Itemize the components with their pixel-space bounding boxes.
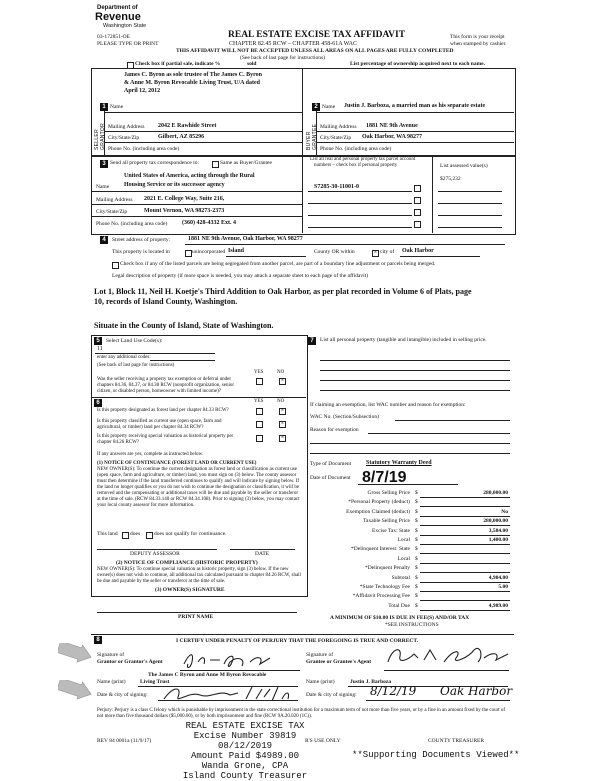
current-use-question: Is this property classified as current use (open space, farm and agricultural, or timber) land per chapter 84.34 RCW? <box>97 419 222 430</box>
calc-row-label: *Delinquent Penalty <box>364 565 410 572</box>
revenue-logo-text: Revenue <box>95 11 141 23</box>
does-not-label: does not qualify for continuance. <box>154 531 227 537</box>
does-label: does <box>130 531 141 537</box>
treasurer-stamp <box>170 721 320 781</box>
legal-description-1: Lot 1, Block 11, Neil H. Koetje's Third Addition to Oak Harbor, as per plat recorded in Volume 6 of Plats, page <box>94 287 472 296</box>
buyer-phone-label: Phone No. (including area code) <box>320 146 392 152</box>
tax-name-line2: Housing Service or its successor agency <box>124 182 225 188</box>
buyer-city-label: City/State/Zip <box>320 135 352 141</box>
city-of-label: city of <box>380 249 395 255</box>
land-use-code[interactable]: 11 <box>97 346 103 352</box>
seller-mailing-label: Mailing Address <box>108 124 145 130</box>
sign-here-arrow-icon <box>58 643 94 665</box>
stamp-line: Wanda Grone, CPA <box>201 761 289 771</box>
section-7-badge: 7 <box>308 337 316 345</box>
supporting-docs-note: **Supporting Documents Viewed** <box>352 750 520 760</box>
grantor-sig-label-1: Signature of <box>97 652 125 658</box>
forest-no-checkbox[interactable]: × <box>280 408 285 414</box>
tax-phone[interactable]: (360) 428-4332 Ext. 4 <box>182 220 236 226</box>
calc-row-label: Local <box>397 555 410 562</box>
calc-row-dollar: $ <box>415 508 418 515</box>
seller-city-label: City/State/Zip <box>108 135 140 141</box>
assessed-header: List assessed value(s) <box>440 163 488 169</box>
tax-name-line1: United States of America, acting through the Rural <box>124 173 255 179</box>
calc-row-label: *Affidavit Processing Fee <box>352 593 410 600</box>
treasurer-use-label: R'S USE ONLY <box>305 738 341 744</box>
current-use-yes-checkbox[interactable] <box>256 421 263 428</box>
legal-description-3: Situate in the County of Island, State of Washington. <box>94 321 274 330</box>
grantee-sign-date[interactable]: 8/12/19 <box>370 684 417 698</box>
located-in-label: This property is located in <box>112 249 170 255</box>
tax-name-label: Name <box>96 184 110 190</box>
personal-property-label: List all personal property (tangible and intangible) included in selling price. <box>320 337 487 343</box>
exemption-yes-checkbox[interactable] <box>256 378 263 385</box>
buyer-mailing-label: Mailing Address <box>320 124 357 130</box>
calc-row-label: Excise Tax: State <box>371 527 410 534</box>
additional-codes-label: enter any additional codes: <box>97 355 151 360</box>
seller-name-line2: & Anne M. Byron Revocable Living Trust, U/A dated <box>124 80 261 86</box>
notice1-body: NEW OWNER(S): To continue the current designation as forest land or classification as current use (open space, farm and agriculture, or timber) land, you must sign on (3) below. The county assessor must then determine if the land transferred continues to qualify and will indicate by signing below. If the land no longer qualifies or you do not wish to continue the designation or classification, it will be removed and the compensating or additional taxes will be due and payable by the seller or transferor at the time of sale. (RCW 84.33.140 or RCW 84.34.108). Prior to signing (3) below, you may contact your local county assessor for more information. <box>97 467 300 508</box>
stamp-line: Island County Treasurer <box>182 771 308 781</box>
buyer-mailing[interactable]: 1881 NE 9th Avenue <box>366 123 418 129</box>
calc-row-value[interactable]: 280,000.00 <box>483 518 508 525</box>
grantee-name-print-label: Name (print) <box>306 679 335 685</box>
section-8-badge: 8 <box>94 636 102 644</box>
parcel-personal-checkbox-1[interactable] <box>414 185 421 192</box>
legal-description-label: Legal description of property (if more space is needed, you may attach a separate sheet to each page of the affidavit) <box>112 273 368 279</box>
type-or-print-note: PLEASE TYPE OR PRINT <box>97 41 159 47</box>
buyer-side-label: BUYER GRANTEE <box>306 123 318 150</box>
calc-row-label: *Personal Property (deduct) <box>348 499 410 506</box>
calc-row-dollar: $ <box>415 527 418 534</box>
land-use-yes-header: YES <box>254 370 264 375</box>
calc-row-dollar: $ <box>415 490 418 496</box>
historic-yes-checkbox[interactable] <box>256 435 263 442</box>
land-use-no-header: NO <box>277 370 285 375</box>
calc-row-dollar: $ <box>415 574 418 581</box>
ownership-note: List percentage of ownership acquired next to each name. <box>350 61 485 67</box>
tax-mailing-label: Mailing Address <box>96 197 133 203</box>
calc-row-dollar: $ <box>415 584 418 590</box>
buyer-name[interactable]: Justin J. Barboza, a married man as his separate estate <box>344 103 486 109</box>
assessor-date-label: DATE <box>255 551 270 557</box>
calc-row-dollar: $ <box>415 499 418 506</box>
calc-row-label: Subtotal <box>391 574 410 581</box>
parcel-number[interactable]: S7285-30-11001-0 <box>314 184 359 190</box>
wac-number-label: WAC No. (Section/Subsection) <box>310 414 379 420</box>
calc-row-value[interactable]: 4,989.00 <box>488 602 508 609</box>
sold-label: sold <box>247 61 257 67</box>
tax-city[interactable]: Mount Vernon, WA 98273-2373 <box>144 208 225 214</box>
any-yes-note: If any answers are yes, complete as instructed below. <box>97 452 204 457</box>
county-name[interactable]: Island <box>228 248 245 254</box>
grantor-printed-name: The James C Byron and Anne M Byron Revocable <box>148 672 267 678</box>
calc-row-value[interactable]: No <box>501 508 508 515</box>
notice1-title: (1) NOTICE OF CONTINUANCE (FOREST LAND OR CURRENT USE) <box>97 461 257 466</box>
section-2-badge: 2 <box>312 103 320 111</box>
grantee-signature-icon[interactable] <box>384 644 514 670</box>
forest-yes-checkbox[interactable] <box>256 408 263 415</box>
print-name-label: PRINT NAME <box>178 614 214 620</box>
receipt-note-2: when stamped by cashier. <box>450 41 507 47</box>
grantor-name-print[interactable]: Living Trust <box>140 679 170 685</box>
grantor-name-print-label: Name (print) <box>97 679 126 685</box>
land-does-not-checkbox[interactable] <box>146 532 153 539</box>
stamp-line: Amount Paid $4989.00 <box>190 751 300 761</box>
form-title: REAL ESTATE EXCISE TAX AFFIDAVIT <box>228 30 406 40</box>
calc-row-dollar: $ <box>415 546 418 553</box>
grantee-sig-label-1: Signature of <box>306 652 334 658</box>
grantee-date-label: Date & city of signing: <box>306 692 357 698</box>
section-5-badge: 5 <box>94 337 102 345</box>
street-address[interactable]: 1881 NE 9th Avenue, Oak Harbor, WA 98277 <box>188 236 303 242</box>
sec6-yes-header: YES <box>254 399 264 404</box>
land-does-label: This land <box>97 531 118 537</box>
calc-row-dollar: $ <box>415 593 418 600</box>
current-use-no-checkbox[interactable]: × <box>280 421 285 427</box>
claim-exemption-label: If claiming an exemption, list WAC number and reason for exemption: <box>310 402 466 408</box>
land-does-checkbox[interactable] <box>122 532 129 539</box>
certify-statement: I CERTIFY UNDER PENALTY OF PERJURY THAT THE FOREGOING IS TRUE AND CORRECT. <box>176 638 419 644</box>
section-3-badge: 3 <box>100 160 108 168</box>
grantor-date-signature-icon[interactable] <box>160 683 300 707</box>
grantor-signature-icon[interactable] <box>180 650 290 672</box>
buyer-city[interactable]: Oak Harbor, WA 98277 <box>362 134 423 140</box>
calc-row-label: Total Due <box>388 602 410 609</box>
grantor-sig-label-2: Grantor or Grantor's Agent <box>97 659 163 665</box>
receipt-note-1: This form is your receipt <box>450 34 505 40</box>
parcel-header-2: numbers – check box if personal property <box>314 163 398 168</box>
exemption-question: Was the seller receiving a property tax exemption or deferral under chapters 84.36, 84.37, or 84.38 RCW (nonprofit organization, senior citizen, or disabled person, homeowner with limited income)? <box>97 377 235 394</box>
stamp-line: Excise Number 39819 <box>193 731 297 741</box>
property-city[interactable]: Oak Harbor <box>402 248 434 254</box>
forest-land-question: Is this property designated as forest land per chapter 84.33 RCW? <box>97 408 229 413</box>
calc-row-dollar: $ <box>415 565 418 572</box>
tax-mailing[interactable]: 2021 E. College Way, Suite 216, <box>144 196 225 202</box>
segregation-note: Check box if any of the listed parcels are being segregated from another parcel, are part of a boundary line adjustment or parcels being merged. <box>120 261 436 267</box>
section-6-badge: 6 <box>94 399 102 407</box>
seller-mailing[interactable]: 2042 E Rawhide Street <box>158 123 217 129</box>
assessed-value[interactable]: $275,232 <box>440 176 461 182</box>
calc-row-value[interactable]: 3,584.00 <box>488 527 508 534</box>
land-use-label: Select Land Use Code(s): <box>106 338 163 344</box>
grantee-sign-city[interactable]: Oak Harbor <box>440 684 513 698</box>
segregation-checkbox[interactable] <box>112 262 119 269</box>
unincorporated-checkbox[interactable] <box>185 250 192 257</box>
grantee-name-print[interactable]: Justin J. Barboza <box>350 679 392 685</box>
section-4-badge: 4 <box>100 236 108 244</box>
see-back-note: (See back of last page for instructions) <box>97 363 175 368</box>
see-instructions-note: *SEE INSTRUCTIONS <box>385 622 439 628</box>
washington-state-label: Washington State <box>103 23 147 29</box>
minimum-due-note: A MINIMUM OF $10.00 IS DUE IN FEE(S) AND/OR TAX <box>330 615 470 621</box>
chapter-ref: CHAPTER 82.45 RCW – CHAPTER 458-61A WAC <box>229 41 357 47</box>
seller-city[interactable]: Gilbert, AZ 85296 <box>158 134 205 140</box>
county-or-label: County OR within <box>314 249 355 255</box>
historic-no-checkbox[interactable]: × <box>280 435 285 441</box>
tax-city-label: City/State/Zip <box>96 209 128 215</box>
form-code: REV 84 0001a (11/9/17) <box>97 738 152 744</box>
instructions-ref: (See back of last page for instructions) <box>240 55 325 61</box>
county-treasurer-label: COUNTY TREASURER <box>428 738 485 744</box>
calc-row-label: Exemption Claimed (deduct) <box>346 508 410 515</box>
doc-type-label: Type of Document <box>310 461 352 467</box>
owner-signature-label: (3) OWNER(S) SIGNATURE <box>155 587 225 593</box>
grantor-date-label: Date & city of signing: <box>97 692 148 698</box>
doc-date-label: Date of Document <box>310 475 351 481</box>
exemption-no-checkbox[interactable]: × <box>280 378 285 384</box>
buyer-name-label: Name <box>322 104 336 110</box>
calc-row-label: Gross Selling Price <box>367 490 410 496</box>
doc-date[interactable]: 8/7/19 <box>362 469 407 486</box>
legal-description-2: 10, records of Island County, Washington. <box>94 297 238 306</box>
dept-of-label: Department of <box>97 5 138 11</box>
calc-row-dollar: $ <box>415 555 418 562</box>
sec6-no-header: NO <box>277 399 285 404</box>
parcel-personal-checkbox-4[interactable] <box>414 221 421 228</box>
stamp-line: 08/12/2019 <box>217 741 272 751</box>
calc-row-dollar: $ <box>415 537 418 543</box>
calc-row-dollar: $ <box>415 518 418 525</box>
seller-phone-label: Phone No. (including area code) <box>108 146 180 152</box>
notice2-body: NEW OWNER(S): To continue special valuation as historic property, sign (3) below. If the new owner(s) does not wish to continue, all additional tax calculated pursuant to chapter 84.26 RCW, shall be due and payable by the seller or transferor at the time of sale. <box>97 567 301 584</box>
partial-sale-label: Check box if partial sale, indicate % <box>135 61 221 67</box>
unincorporated-label: unincorporated <box>192 249 226 255</box>
stamp-line: REAL ESTATE EXCISE TAX <box>185 721 305 731</box>
same-as-buyer-label: Same as Buyer/Grantee <box>220 160 272 166</box>
notice2-title: (2) NOTICE OF COMPLIANCE (HISTORIC PROPERTY) <box>116 560 258 566</box>
seller-name-line3: April 12, 2012 <box>124 88 161 94</box>
calc-row-dollar: $ <box>415 602 418 609</box>
historic-question: Is this property receiving special valuation as historical property per chapter 84.26 RCW? <box>97 434 234 445</box>
tax-phone-label: Phone No. (including area code) <box>96 221 168 227</box>
section-1-badge: 1 <box>100 103 108 111</box>
calc-row-value[interactable]: 280,000.00 <box>483 490 508 496</box>
within-city-checkbox[interactable]: × <box>373 250 378 256</box>
exemption-reason-label: Reason for exemption <box>310 427 359 433</box>
sign-here-arrow-icon-2 <box>58 680 94 702</box>
grantee-sig-label-2: Grantee or Grantee's Agent <box>306 659 372 665</box>
doc-type[interactable]: Statutory Warranty Deed <box>366 460 432 466</box>
seller-name-label: Name <box>110 104 124 110</box>
calc-row-label: Taxable Selling Price <box>363 518 410 525</box>
parcel-header-1: List all real and personal property tax parcel account <box>310 157 416 162</box>
calc-row-value[interactable]: 4,984.00 <box>488 574 508 581</box>
calc-row-value[interactable]: 5.00 <box>498 584 508 590</box>
perjury-notice: Perjury: Perjury is a class C felony which is punishable by imprisonment in the state correctional institution for a maximum term of not more than five years, or by a fine in an amount fixed by the court of not more than five thousand dollars ($5,000.00), or by both imprisonment and fine (RCW 9A.20.020 (1C)). <box>97 708 506 719</box>
form-id: 03-172851-OE <box>97 34 130 40</box>
seller-side-label: SELLER GRANTOR <box>94 122 106 150</box>
calc-row-label: *State Technology Fee <box>359 584 410 590</box>
acceptance-warning: THIS AFFIDAVIT WILL NOT BE ACCEPTED UNLESS ALL AREAS ON ALL PAGES ARE FULLY COMPLETED <box>176 48 454 54</box>
same-as-buyer-checkbox[interactable] <box>212 161 219 168</box>
parcel-personal-checkbox-2[interactable] <box>414 197 421 204</box>
calc-row-label: Local <box>397 537 410 543</box>
tax-send-label: Send all property tax correspondence to: <box>110 160 200 166</box>
deputy-assessor-label: DEPUTY ASSESSOR <box>130 551 180 557</box>
calc-row-value[interactable]: 1,400.00 <box>488 537 508 543</box>
calc-row-label: *Delinquent Interest: State <box>351 546 410 553</box>
parcel-personal-checkbox-3[interactable] <box>414 209 421 216</box>
seller-name-line1: James C. Byron as sole trustee of The James C. Byron <box>124 72 262 78</box>
street-label: Street address of property: <box>112 237 171 243</box>
